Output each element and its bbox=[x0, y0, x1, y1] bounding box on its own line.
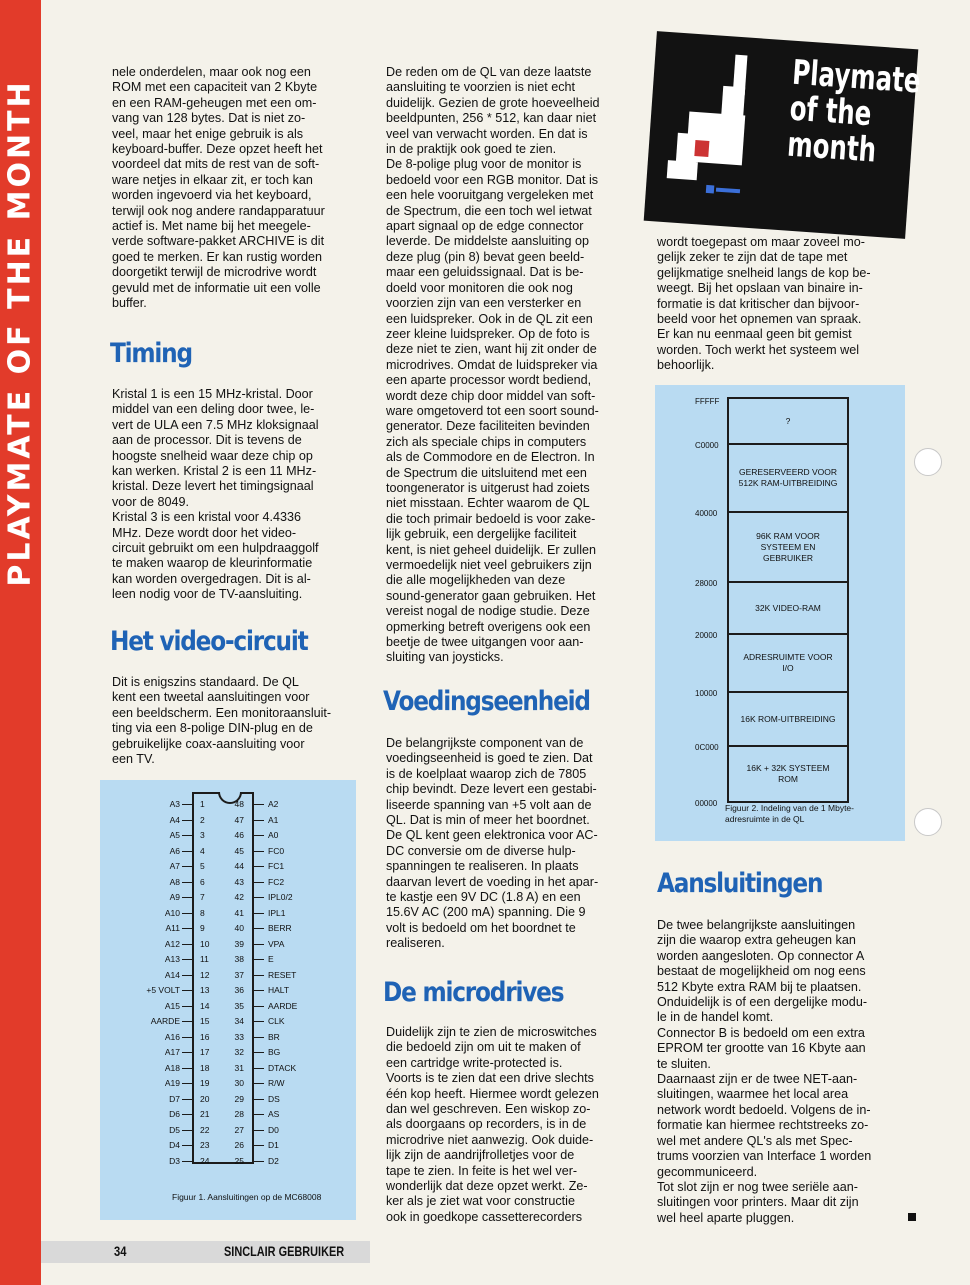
pin-lead bbox=[182, 975, 194, 976]
pin-number: 20 bbox=[200, 1093, 210, 1104]
pin-lead bbox=[252, 1114, 264, 1115]
pin-lead bbox=[182, 1161, 194, 1162]
pin-number: 8 bbox=[200, 907, 205, 918]
magazine-name: SINCLAIR GEBRUIKER bbox=[224, 1243, 345, 1259]
pin-label: BERR bbox=[268, 923, 292, 933]
pin-label: D2 bbox=[268, 1155, 279, 1166]
address-label: 20000 bbox=[695, 631, 718, 640]
pin-number: 30 bbox=[234, 1078, 244, 1088]
figure-1-caption: Figuur 1. Aansluitingen op de MC68008 bbox=[172, 1192, 322, 1202]
pin-number: 37 bbox=[234, 969, 244, 980]
pin-label: A7 bbox=[169, 861, 180, 871]
pin-lead bbox=[182, 866, 194, 867]
figure-2-caption: Figuur 2. Indeling van de 1 Mbyte- adresruimte in de QL bbox=[725, 803, 854, 824]
pin-label: A0 bbox=[268, 830, 279, 840]
pin-label: DTACK bbox=[268, 1062, 297, 1073]
col1-intro-text: nele onderdelen, maar ook nog een ROM met een capaciteit van 2 Kbyte en een RAM-geheugen met een om- vang van 128 bytes. Dat is niet zo- veel, maar het enige gebruik is als keyboard-buffer. Deze opzet heeft het voordeel dat mits de rest van de soft- ware netjes in elkaar zit, er toch kan worden ingevoerd via het keyboard, terwijl ook nog andere randapparatuur actief is. Met name bij het meegele- verde software-pakket ARCHIVE is dit goed te merken. Er kan rustig worden doorgetikt terwijl de microdrive wordt gevuld met de informatie uit een volle buffer. bbox=[112, 65, 325, 311]
pin-number: 40 bbox=[234, 923, 244, 933]
pin-number: 36 bbox=[234, 985, 244, 995]
pin-number: 22 bbox=[200, 1124, 210, 1135]
pin-number: 13 bbox=[200, 985, 210, 995]
pin-lead bbox=[252, 928, 264, 929]
pin-number: 27 bbox=[234, 1124, 244, 1135]
memory-block: ADRESRUIMTE VOOR I/O bbox=[727, 635, 849, 693]
pin-number: 16 bbox=[200, 1031, 210, 1042]
pin-number: 26 bbox=[234, 1140, 244, 1150]
pin-lead bbox=[252, 990, 264, 991]
memory-block: 16K + 32K SYSTEEM ROM bbox=[727, 747, 849, 803]
pin-number: 39 bbox=[234, 938, 244, 949]
pin-number: 3 bbox=[200, 830, 205, 840]
pin-lead bbox=[252, 866, 264, 867]
video-circuit-text: Dit is enigszins standaard. De QL kent een tweetal aansluitingen voor een beeldscherm. Een monitoraansluit- ting via een 8-polige DIN-plug en de gebruikelijke coax-aansluiting voor een TV. bbox=[112, 675, 332, 767]
pin-label: D3 bbox=[169, 1155, 180, 1166]
pin-number: 6 bbox=[200, 876, 205, 887]
pin-lead bbox=[182, 1145, 194, 1146]
pin-number: 9 bbox=[200, 923, 205, 933]
pin-label: A15 bbox=[164, 1000, 180, 1011]
pin-number: 34 bbox=[234, 1016, 244, 1026]
pin-lead bbox=[182, 882, 194, 883]
pin-lead bbox=[252, 835, 264, 836]
pin-number: 48 bbox=[234, 799, 244, 809]
pin-number: 21 bbox=[200, 1109, 210, 1119]
pin-number: 4 bbox=[200, 845, 205, 856]
pin-number: 18 bbox=[200, 1062, 210, 1073]
video-circuit-heading: Het video-circuit bbox=[110, 626, 308, 657]
pin-number: 33 bbox=[234, 1031, 244, 1042]
pin-lead bbox=[182, 990, 194, 991]
pin-lead bbox=[182, 913, 194, 914]
pin-number: 23 bbox=[200, 1140, 210, 1150]
pin-lead bbox=[252, 975, 264, 976]
pin-lead bbox=[252, 1161, 264, 1162]
pin-lead bbox=[182, 1037, 194, 1038]
pin-label: +5 VOLT bbox=[146, 985, 180, 995]
pin-label: D7 bbox=[169, 1093, 180, 1104]
pin-label: E bbox=[268, 954, 274, 964]
pin-number: 14 bbox=[200, 1000, 210, 1011]
aansluitingen-text: De twee belangrijkste aansluitingen zijn die waarop extra geheugen kan worden aangesloten. Op connector A bestaat de mogelijkheid om nog eens 512 Kbyte extra RAM bij te plaatsen. Onduidelijk is of een dergelijke modu- le in de handel komt. Connector B is bedoeld om een extra EPROM ter grootte van 16 Kbyte aan te sluiten. Daarnaast zijn er de twee NET-aan- sluitingen, waarmee het local area network wordt bedoeld. Volgens de in- formatie kan hiermee rechtstreeks zo- wel met andere QL's als met Spec- trums voorzien van Interface 1 worden gecommuniceerd. Tot slot zijn er nog twee seriële aan- sluitingen voor printers. Maar dit zijn wel heel aparte pluggen. bbox=[657, 918, 872, 1225]
pin-lead bbox=[252, 959, 264, 960]
microdrives-text: Duidelijk zijn te zien de microswitches die bedoeld zijn om uit te maken of een cartridge write-protected is. Voorts is te zien dat een drive slechts één kop heeft. Hiermee wordt gelezen dan wel geschreven. Een wiskop zo- als doorgaans op recorders, is in de microdrive niet aanwezig. Ook duide- lijk zijn de aandrijfrolletjes voor de tape te zien. In feite is het wel ver- wonderlijk dat deze opzet werkt. Ze- ker als je ziet wat voor constructie ook in goedkope cassetterecorders bbox=[386, 1025, 599, 1224]
pin-lead bbox=[182, 1130, 194, 1131]
address-label: C0000 bbox=[695, 441, 719, 450]
pin-lead bbox=[182, 851, 194, 852]
voeding-heading: Voedingseenheid bbox=[383, 686, 590, 717]
pin-lead bbox=[182, 820, 194, 821]
pin-label: AARDE bbox=[150, 1016, 180, 1026]
pin-number: 5 bbox=[200, 861, 205, 871]
pin-lead bbox=[252, 913, 264, 914]
memory-block: 32K VIDEO-RAM bbox=[727, 583, 849, 635]
pin-label: AS bbox=[268, 1109, 280, 1119]
pin-number: 17 bbox=[200, 1047, 210, 1057]
figure-2-memory-map bbox=[655, 385, 905, 841]
pin-number: 25 bbox=[234, 1155, 244, 1166]
pin-lead bbox=[252, 1021, 264, 1022]
pin-lead bbox=[182, 1052, 194, 1053]
address-label: 0C000 bbox=[695, 743, 719, 752]
pin-label: FC1 bbox=[268, 861, 285, 871]
pin-label: A10 bbox=[164, 907, 180, 918]
pin-lead bbox=[182, 1021, 194, 1022]
pin-number: 12 bbox=[200, 969, 210, 980]
pin-lead bbox=[252, 1145, 264, 1146]
memory-block: 16K ROM-UITBREIDING bbox=[727, 693, 849, 747]
pin-label: A5 bbox=[169, 830, 180, 840]
pin-number: 43 bbox=[234, 876, 244, 887]
pin-number: 19 bbox=[200, 1078, 210, 1088]
playmate-logo bbox=[644, 31, 922, 239]
pin-label: A2 bbox=[268, 799, 279, 809]
voeding-text: De belangrijkste component van de voedingseenheid is goed te zien. Dat is de koelplaat waarop zich de 7805 chip bevindt. Deze levert een gestabi- liseerde spanning van +5 volt aan de QL. Dat is min of meer het boordnet. De QL kent geen elektronica voor AC- DC conversie om de diverse hulp- spanningen te realiseren. In plaats daarvan levert de voeding in het apar- te kastje een 9V DC (1.8 A) en een 15.6V AC (200 mA) spanning. Die 9 volt is bedoeld om het boordnet te realiseren. bbox=[386, 736, 599, 951]
address-label: 00000 bbox=[695, 799, 718, 808]
page-number: 34 bbox=[114, 1243, 127, 1259]
pin-lead bbox=[252, 1006, 264, 1007]
pin-label: A8 bbox=[169, 876, 180, 887]
pin-label: D6 bbox=[169, 1109, 180, 1119]
pin-label: RESET bbox=[268, 969, 297, 980]
pin-number: 10 bbox=[200, 938, 210, 949]
pin-label: FC2 bbox=[268, 876, 285, 887]
pin-label: IPL0/2 bbox=[268, 892, 293, 902]
pin-lead bbox=[252, 944, 264, 945]
pin-label: A16 bbox=[164, 1031, 180, 1042]
pin-lead bbox=[182, 804, 194, 805]
memory-block: 96K RAM VOOR SYSTEEM EN GEBRUIKER bbox=[727, 513, 849, 583]
section-label: PLAYMATE OF THE MONTH bbox=[2, 79, 38, 587]
pin-number: 24 bbox=[200, 1155, 210, 1166]
pin-lead bbox=[252, 1037, 264, 1038]
pin-label: A18 bbox=[164, 1062, 180, 1073]
pin-label: D1 bbox=[268, 1140, 279, 1150]
pin-label: A19 bbox=[164, 1078, 180, 1088]
memory-block: GERESERVEERD VOOR 512K RAM-UITBREIDING bbox=[727, 445, 849, 513]
pin-lead bbox=[182, 1083, 194, 1084]
pin-lead bbox=[252, 1052, 264, 1053]
col2-text: De reden om de QL van deze laatste aansluiting te voorzien is niet echt duidelijk. Gezien de grote hoeveelheid beeldpunten, 256 * 512, kan daar niet veel van verwacht worden. En dat is in de praktijk ook goed te zien. De 8-polige plug voor de monitor is bedoeld voor een RGB monitor. Dat is een hele vooruitgang vergeleken met de Spectrum, die een toch wel ietwat apart signaal op de edge connector leverde. De middelste aansluiting op deze plug (pin 8) bevat geen beeld- maar een geluidssignaal. Dat is be- doeld voor monitoren die ook nog voorzien zijn van een versterker en een luidspreker. Ook in de QL zit een zeer kleine luidspreker. Op de foto is deze niet te zien, want hij zit onder de microdrives. Omdat de luidspreker via een aparte processor wordt bediend, wordt deze chip door middel van soft- ware omgetoverd tot een soort sound- generator. Deze faciliteiten bevinden zich als speciale chips in computers als de Commodore en de Electron. In de Spectrum die uitsluitend met een toongenerator is uitgerust had zoiets niet misstaan. Echter waarom de QL die toch primair bedoeld is voor zake- lijk gebruik, een dergelijke faciliteit kent, is niet geheel duidelijk. Er zullen vermoedelijk niet veel gebruikers zijn die alle mogelijkheden van deze sound-generator gaan gebruiken. Het vereist nogal de nodige studie. Deze opmerking betreft overigens ook een beetje de twee uitgangen voor aan- sluiting van joysticks. bbox=[386, 65, 600, 665]
pin-number: 44 bbox=[234, 861, 244, 871]
pin-label: D5 bbox=[169, 1124, 180, 1135]
pin-number: 15 bbox=[200, 1016, 210, 1026]
pin-label: BR bbox=[268, 1031, 280, 1042]
pin-lead bbox=[252, 897, 264, 898]
pin-number: 7 bbox=[200, 892, 205, 902]
pin-lead bbox=[252, 820, 264, 821]
pin-label: A13 bbox=[164, 954, 180, 964]
pin-lead bbox=[252, 882, 264, 883]
col3-text: wordt toegepast om maar zoveel mo- gelijk zeker te zijn dat de tape met gelijkmatige snelheid langs de kop be- weegt. Bij het opslaan van binaire in- formatie is dat kritischer dan bijvoor- beeld voor het opnemen van spraak. Er kan nu eenmaal geen bit gemist worden. Toch werkt het systeem wel behoorlijk. bbox=[657, 235, 871, 373]
address-label: 28000 bbox=[695, 579, 718, 588]
binder-hole bbox=[914, 448, 942, 476]
pin-lead bbox=[182, 928, 194, 929]
pin-lead bbox=[182, 1114, 194, 1115]
pin-lead bbox=[182, 1006, 194, 1007]
microdrives-heading: De microdrives bbox=[383, 977, 564, 1008]
pin-lead bbox=[182, 1099, 194, 1100]
pin-lead bbox=[182, 1068, 194, 1069]
pin-lead bbox=[252, 1083, 264, 1084]
end-mark bbox=[908, 1213, 916, 1221]
pin-label: A6 bbox=[169, 845, 180, 856]
sidebar-band bbox=[0, 0, 41, 1285]
memory-block: ? bbox=[727, 397, 849, 445]
pin-label: D0 bbox=[268, 1124, 279, 1135]
address-label: FFFFF bbox=[695, 397, 720, 406]
pin-lead bbox=[182, 835, 194, 836]
aansluitingen-heading: Aansluitingen bbox=[657, 868, 823, 899]
pin-label: CLK bbox=[268, 1016, 285, 1026]
pin-label: DS bbox=[268, 1093, 280, 1104]
pin-lead bbox=[182, 897, 194, 898]
pin-label: HALT bbox=[268, 985, 290, 995]
pin-number: 29 bbox=[234, 1093, 244, 1104]
figure-1-pinout bbox=[100, 780, 356, 1220]
pin-lead bbox=[252, 1099, 264, 1100]
pin-label: BG bbox=[268, 1047, 281, 1057]
logo-title: Playmate of the month bbox=[785, 52, 922, 171]
pin-number: 11 bbox=[200, 954, 209, 964]
pin-label: A4 bbox=[169, 814, 180, 825]
timing-heading: Timing bbox=[110, 338, 192, 369]
pin-number: 28 bbox=[234, 1109, 244, 1119]
pin-lead bbox=[252, 1068, 264, 1069]
pin-label: A12 bbox=[164, 938, 180, 949]
pin-number: 42 bbox=[234, 892, 244, 902]
pin-number: 38 bbox=[234, 954, 244, 964]
pin-number: 2 bbox=[200, 814, 205, 825]
pin-number: 31 bbox=[234, 1062, 244, 1073]
pin-number: 32 bbox=[234, 1047, 244, 1057]
pin-label: FC0 bbox=[268, 845, 285, 856]
timing-text: Kristal 1 is een 15 MHz-kristal. Door middel van een deling door twee, le- vert de ULA een 7.5 MHz kloksignaal aan de processor. Dit is tevens de hoogste snelheid waar deze chip op kan werken. Kristal 2 is een 11 MHz- kristal. Deze levert het timingsignaal voor de 8049. Kristal 3 is een kristal voor 4.4336 MHz. Deze wordt door het video- circuit gebruikt om een hulpdraaggolf te maken waarop de kleurinformatie kan worden overgedragen. Dit is al- leen nodig voor de TV-aansluiting. bbox=[112, 387, 319, 602]
pin-lead bbox=[182, 944, 194, 945]
binder-hole bbox=[914, 808, 942, 836]
pin-label: A17 bbox=[164, 1047, 180, 1057]
address-label: 10000 bbox=[695, 689, 718, 698]
pin-number: 47 bbox=[234, 814, 244, 825]
pin-number: 41 bbox=[234, 907, 244, 918]
pin-label: R/W bbox=[268, 1078, 285, 1088]
pin-label: IPL1 bbox=[268, 907, 286, 918]
pin-lead bbox=[182, 959, 194, 960]
pin-lead bbox=[252, 1130, 264, 1131]
pin-label: A14 bbox=[164, 969, 180, 980]
rabbit-icon bbox=[644, 31, 787, 230]
pin-label: VPA bbox=[268, 938, 285, 949]
pin-lead bbox=[252, 804, 264, 805]
pin-lead bbox=[252, 851, 264, 852]
address-label: 40000 bbox=[695, 509, 718, 518]
pin-label: A11 bbox=[165, 923, 180, 933]
pin-label: A3 bbox=[169, 799, 180, 809]
pin-number: 1 bbox=[200, 799, 205, 809]
pin-number: 46 bbox=[234, 830, 244, 840]
pin-number: 35 bbox=[234, 1000, 244, 1011]
pin-label: A1 bbox=[268, 814, 279, 825]
pin-number: 45 bbox=[234, 845, 244, 856]
pin-label: AARDE bbox=[268, 1000, 298, 1011]
pin-label: D4 bbox=[169, 1140, 180, 1150]
pin-label: A9 bbox=[169, 892, 180, 902]
